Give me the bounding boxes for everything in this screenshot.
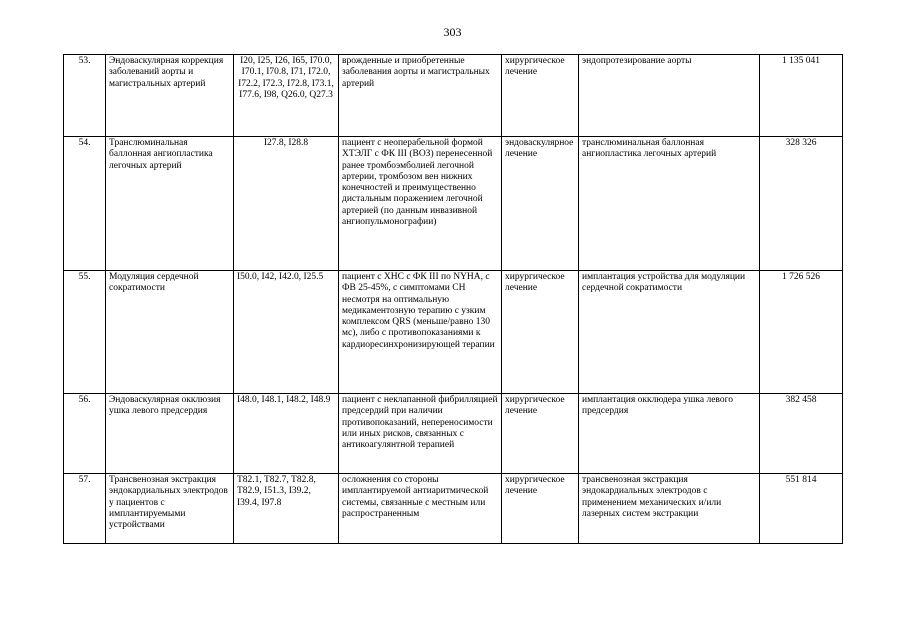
table-row: [64, 394, 843, 474]
table-row: [64, 137, 843, 271]
table-row: [64, 55, 843, 137]
method-group-name: Модуляция сердечной сократимости: [106, 271, 234, 394]
treatment-method: транслюминальная баллонная ангиопластика легочных артерий: [579, 137, 760, 271]
cost-value: 1 135 041: [760, 55, 843, 137]
method-group-name: Эндоваскулярная окклюзия ушка левого предсердия: [106, 394, 234, 474]
treatment-table: [63, 54, 843, 544]
cost-value: 382 458: [760, 394, 843, 474]
cost-value: 551 814: [760, 474, 843, 544]
icd-codes: I48.0, I48.1, I48.2, I48.9: [234, 394, 339, 474]
method-group-name: Эндоваскулярная коррекция заболеваний аорты и магистральных артерий: [106, 55, 234, 137]
table-row: [64, 474, 843, 544]
cost-value: 1 726 526: [760, 271, 843, 394]
treatment-type: хирургическое лечение: [502, 55, 579, 137]
row-number: 53.: [64, 55, 106, 137]
treatment-type: хирургическое лечение: [502, 271, 579, 394]
patient-model: врожденные и приобретенные заболевания аорты и магистральных артерий: [339, 55, 502, 137]
table-row: [64, 271, 843, 394]
icd-codes: T82.1, T82.7, T82.8, T82.9, I51.3, I39.2, I39.4, I97.8: [234, 474, 339, 544]
patient-model: пациент с неклапанной фибрилляцией предсердий при наличии противопоказаний, непереносимости или иных рисков, связанных с антикоагулянтной терапией: [339, 394, 502, 474]
icd-codes: I27.8, I28.8: [234, 137, 339, 271]
method-group-name: Трансвенозная экстракция эндокардиальных электродов у пациентов с имплантируемыми устройствами: [106, 474, 234, 544]
row-number: 54.: [64, 137, 106, 271]
icd-codes: I50.0, I42, I42.0, I25.5: [234, 271, 339, 394]
cost-value: 328 326: [760, 137, 843, 271]
row-number: 55.: [64, 271, 106, 394]
patient-model: пациент с ХНС с ФК III по NYHA, с ФВ 25-45%, с симптомами СН несмотря на оптимальную медикаментозную терапию с узким комплексом QRS (меньше/равно 130 мс), либо с противопоказаниями к кардиоресинхронизирующей терапии: [339, 271, 502, 394]
treatment-method: трансвенозная экстракция эндокардиальных электродов с применением механических и/или лазерных систем экстракции: [579, 474, 760, 544]
row-number: 57.: [64, 474, 106, 544]
treatment-method: имплантация окклюдера ушка левого предсердия: [579, 394, 760, 474]
row-number: 56.: [64, 394, 106, 474]
method-group-name: Транслюминальная баллонная ангиопластика легочных артерий: [106, 137, 234, 271]
patient-model: пациент с неоперабельной формой ХТЭЛГ с ФК III (ВОЗ) перенесенной ранее тромбоэмболией легочной артерии, тромбозом вен нижних конечностей и преимущественно дистальным поражением легочной артерией (по данным инвазивной ангиопульмонографии): [339, 137, 502, 271]
treatment-method: эндопротезирование аорты: [579, 55, 760, 137]
treatment-type: хирургическое лечение: [502, 474, 579, 544]
treatment-type: эндоваскулярное лечение: [502, 137, 579, 271]
page-number: 303: [443, 25, 462, 39]
patient-model: осложнения со стороны имплантируемой антиаритмической системы, связанные с местным или распространенным: [339, 474, 502, 544]
treatment-method: имплантация устройства для модуляции сердечной сократимости: [579, 271, 760, 394]
icd-codes: I20, I25, I26, I65, I70.0, I70.1, I70.8, I71, I72.0, I72.2, I72.3, I72.8, I73.1, I77.6, I98, Q26.0, Q27.3: [234, 55, 339, 137]
treatment-type: хирургическое лечение: [502, 394, 579, 474]
